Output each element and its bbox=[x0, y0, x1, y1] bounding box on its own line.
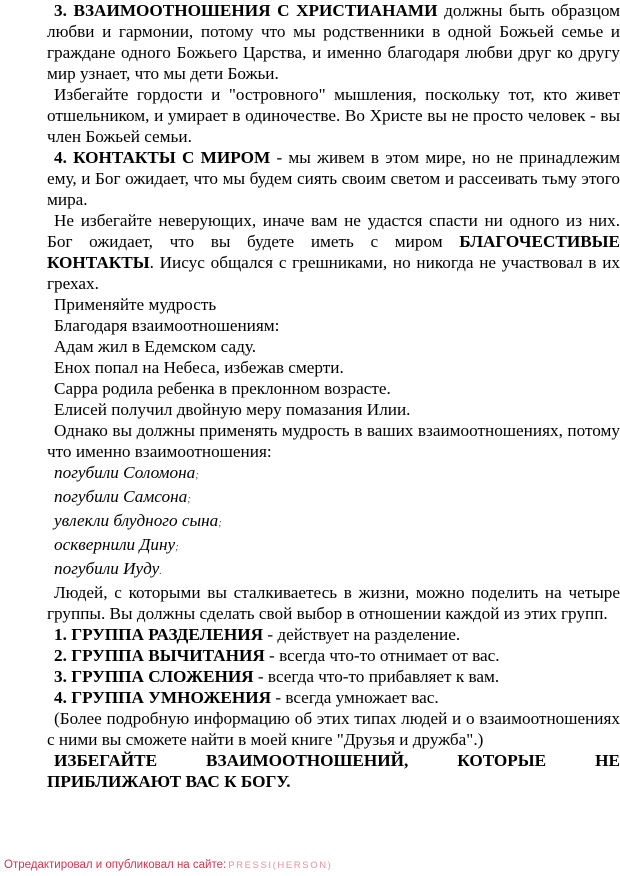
final-warning bbox=[47, 750, 620, 792]
section-4-text: - мы живем в этом мире, но не принадлежим ему, и Бог ожидает, что мы будем сиять своим светом и рассеивать тьму этого мира. bbox=[47, 148, 620, 209]
adam-line: Адам жил в Едемском саду. bbox=[54, 337, 256, 356]
groups-list bbox=[47, 624, 620, 708]
publisher-footer bbox=[4, 859, 332, 871]
section-3-paragraph bbox=[47, 0, 620, 84]
italic-list bbox=[47, 462, 620, 582]
italic-list-item: осквернили Дину; bbox=[54, 535, 179, 554]
footer-separator: : bbox=[223, 859, 227, 871]
site-brand: PRESSI(HERSON) bbox=[228, 860, 333, 871]
wisdom-line: Применяйте мудрость bbox=[54, 295, 217, 314]
group-item: 4. ГРУППА УМНОЖЕНИЯ - всегда умножает вас. bbox=[54, 688, 439, 707]
sarah-line: Сарра родила ребенка в преклонном возрасте. bbox=[54, 379, 391, 398]
section-3-text: должны быть образцом любви и гармонии, потому что мы родственники в одной Божьей семье и граждане одного Божьего Царства, и именно благодаря любви друг ко другу мир узнает, что мы дети Божьи. bbox=[47, 1, 620, 83]
unbelievers-paragraph bbox=[47, 210, 620, 294]
italic-list-item: погубили Соломона; bbox=[54, 463, 199, 482]
group-item: 1. ГРУППА РАЗДЕЛЕНИЯ - действует на разделение. bbox=[54, 625, 461, 644]
italic-list-item: погубили Самсона; bbox=[54, 487, 191, 506]
footer-text: Отредактировал и опубликовал на сайте bbox=[4, 859, 223, 871]
italic-list-item: погубили Иуду. bbox=[54, 559, 162, 578]
more-info-paragraph: (Более подробную информацию об этих типах людей и о взаимоотношениях с ними вы сможете найти в моей книге "Друзья и дружба".) bbox=[47, 709, 620, 749]
unbelievers-text-after: . Иисус общался с грешниками, но никогда не участвовал в их грехах. bbox=[47, 253, 620, 293]
however-paragraph: Однако вы должны применять мудрость в ваших взаимоотношениях, потому что именно взаимоотношения: bbox=[47, 421, 620, 461]
group-item: 2. ГРУППА ВЫЧИТАНИЯ - всегда что-то отнимает от вас. bbox=[54, 646, 500, 665]
section-4-heading: 4. КОНТАКТЫ С МИРОМ bbox=[54, 148, 271, 167]
pride-paragraph: Избегайте гордости и "островного" мышления, поскольку тот, кто живет отшельником, и умирает в одиночестве. Во Христе вы не просто человек - вы член Божьей семьи. bbox=[47, 85, 620, 146]
italic-list-item: увлекли блудного сына; bbox=[54, 511, 222, 530]
section-3-heading: 3. ВЗАИМООТНОШЕНИЯ С ХРИСТИАНАМИ bbox=[54, 1, 438, 20]
elisha-line: Елисей получил двойную меру помазания Илии. bbox=[54, 400, 411, 419]
final-warning-line-1: ИЗБЕГАЙТЕ ВЗАИМООТНОШЕНИЙ, КОТОРЫЕ НЕ bbox=[54, 751, 620, 770]
people-paragraph: Людей, с которыми вы сталкиваетесь в жизни, можно поделить на четыре группы. Вы должны сделать свой выбор в отношении каждой из этих групп. bbox=[47, 583, 620, 623]
godly-contacts-emphasis: БЛАГОЧЕСТИВЫЕ КОНТАКТЫ bbox=[47, 232, 620, 272]
final-warning-line-2: ПРИБЛИЖАЮТ ВАС К БОГУ. bbox=[47, 772, 291, 791]
unbelievers-text-before: Не избегайте неверующих, иначе вам не удастся спасти ни одного из них. Бог ожидает, что вы будете иметь с миром bbox=[47, 211, 620, 251]
page-body bbox=[47, 0, 620, 792]
thanks-line: Благодаря взаимоотношениям: bbox=[54, 316, 280, 335]
enoch-line: Енох попал на Небеса, избежав смерти. bbox=[54, 358, 344, 377]
group-item: 3. ГРУППА СЛОЖЕНИЯ - всегда что-то прибавляет к вам. bbox=[54, 667, 500, 686]
section-4-paragraph bbox=[47, 147, 620, 210]
